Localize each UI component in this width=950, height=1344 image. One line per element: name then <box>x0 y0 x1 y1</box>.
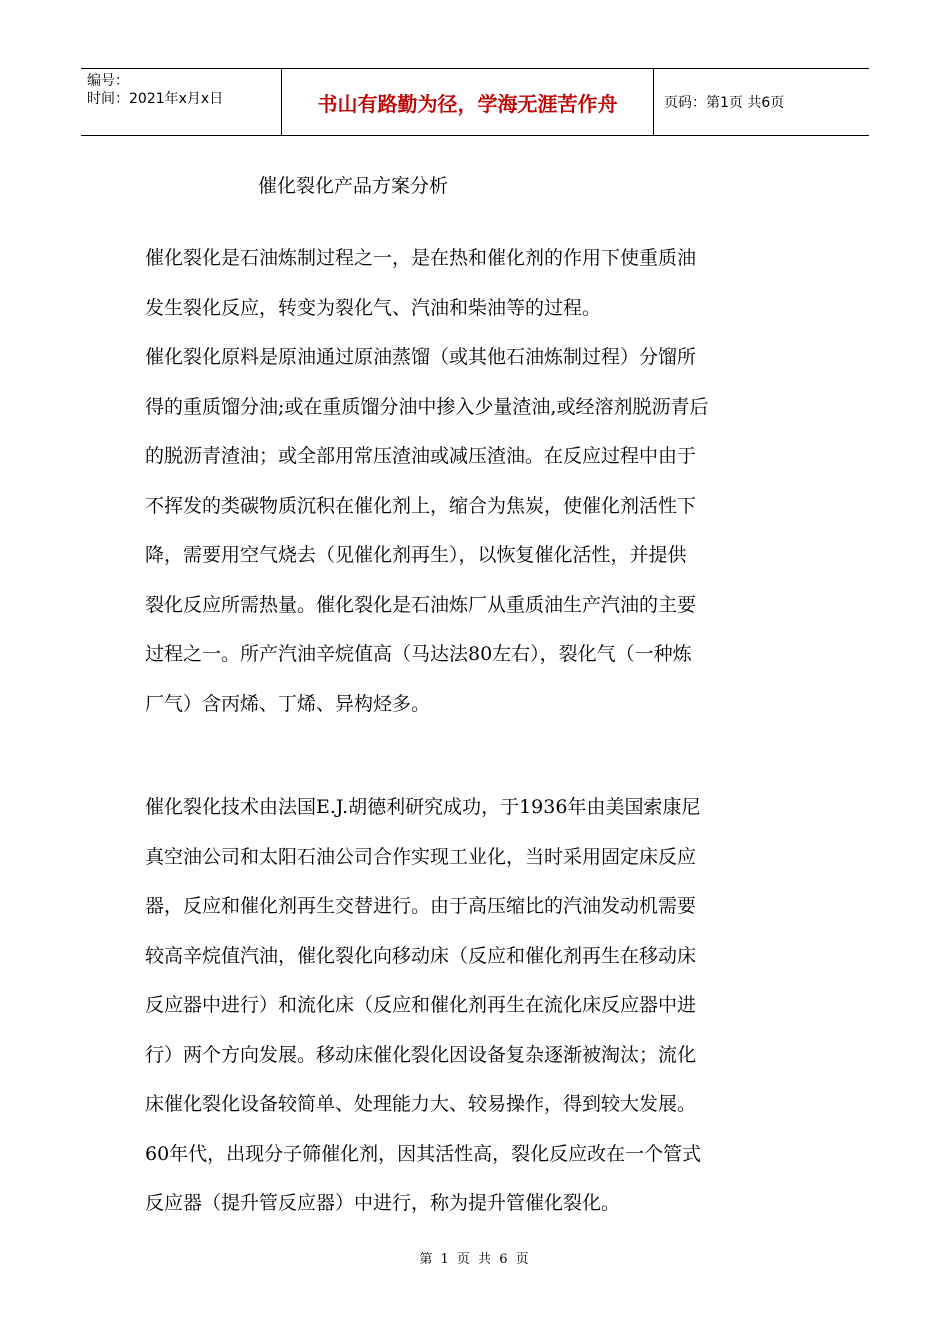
document-title: 催化裂化产品方案分析 <box>258 175 449 197</box>
text-line: 裂化反应所需热量。催化裂化是石油炼厂从重质油生产汽油的主要 <box>145 593 697 616</box>
text-line: 的脱沥青渣油；或全部用常压渣油或减压渣油。在反应过程中由于 <box>145 445 697 467</box>
header-page-info: 页码：第1页 共6页 <box>664 95 785 111</box>
text-line: 较高辛烷值汽油，催化裂化向移动床（反应和催化剂再生在移动床 <box>145 944 697 967</box>
text-line: 真空油公司和太阳石油公司合作实现工业化，当时采用固定床反应 <box>145 845 697 868</box>
text-line: 厂气）含丙烯、丁烯、异构烃多。 <box>145 692 431 715</box>
text-line: 不挥发的类碳物质沉积在催化剂上，缩合为焦炭，使催化剂活性下 <box>145 494 697 517</box>
text-line: 床催化裂化设备较简单、处理能力大、较易操作，得到较大发展。 <box>145 1093 697 1115</box>
text-line: 得的重质馏分油;或在重质馏分油中掺入少量渣油,或经溶剂脱沥青后 <box>145 395 709 418</box>
doc-time-label: 时间：2021年x月x日 <box>87 91 224 107</box>
paragraph-2 <box>145 333 825 729</box>
header-table <box>81 68 869 136</box>
header-motto: 书山有路勤为径，学海无涯苦作舟 <box>282 69 654 135</box>
text-line: 发生裂化反应，转变为裂化气、汽油和柴油等的过程。 <box>145 296 602 319</box>
text-line: 过程之一。所产汽油辛烷值高（马达法80左右），裂化气（一种炼 <box>145 643 692 665</box>
text-line: 反应器中进行）和流化床（反应和催化剂再生在流化床反应器中进 <box>145 994 697 1016</box>
text-line: 反应器（提升管反应器）中进行，称为提升管催化裂化。 <box>145 1192 621 1214</box>
text-line: 行）两个方向发展。移动床催化裂化因设备复杂逐渐被淘汰；流化 <box>145 1043 697 1066</box>
text-line: 催化裂化原料是原油通过原油蒸馏（或其他石油炼制过程）分馏所 <box>145 346 697 368</box>
text-line: 60年代，出现分子筛催化剂，因其活性高，裂化反应改在一个管式 <box>145 1142 702 1165</box>
text-line: 器，反应和催化剂再生交替进行。由于高压缩比的汽油发动机需要 <box>145 895 697 917</box>
text-line: 催化裂化是石油炼制过程之一，是在热和催化剂的作用下使重质油 <box>145 247 697 269</box>
text-line: 催化裂化技术由法国E.J.胡德利研究成功，于1936年由美国索康尼 <box>145 796 701 818</box>
paragraph-1 <box>145 234 825 333</box>
doc-number-label: 编号： <box>87 73 129 89</box>
page-footer: 第 1 页 共 6 页 <box>419 1252 531 1267</box>
header-meta-cell <box>81 69 282 135</box>
text-line: 降，需要用空气烧去（见催化剂再生），以恢复催化活性，并提供 <box>145 544 687 566</box>
paragraph-3 <box>145 783 825 1229</box>
